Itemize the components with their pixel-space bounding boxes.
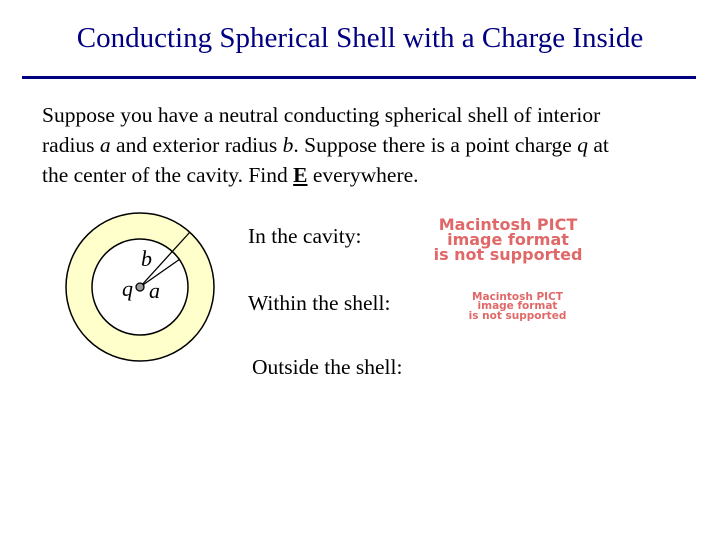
- within-pict-placeholder: Macintosh PICT image format is not supported: [468, 291, 567, 322]
- label-b: b: [141, 246, 152, 271]
- statement-line-3: the center of the cavity. Find E everywhere.: [42, 163, 419, 188]
- title-divider: [22, 76, 696, 79]
- outside-shell-label: Outside the shell:: [252, 355, 403, 379]
- label-q: q: [122, 276, 133, 301]
- problem-statement: [42, 100, 692, 190]
- cavity-pict-placeholder: Macintosh PICT image format is not supported: [433, 215, 583, 265]
- label-a: a: [149, 278, 160, 303]
- statement-line-1: Suppose you have a neutral conducting spherical shell of interior: [42, 103, 601, 127]
- within-shell-label: Within the shell:: [248, 291, 391, 315]
- cavity-label: In the cavity:: [248, 224, 362, 248]
- statement-line-2: radius a and exterior radius b. Suppose there is a point charge q at: [42, 133, 609, 158]
- point-charge: [136, 283, 144, 291]
- shell-diagram: [60, 210, 220, 375]
- slide-title: Conducting Spherical Shell with a Charge Inside: [76, 22, 644, 54]
- shell-diagram-svg: [60, 210, 220, 370]
